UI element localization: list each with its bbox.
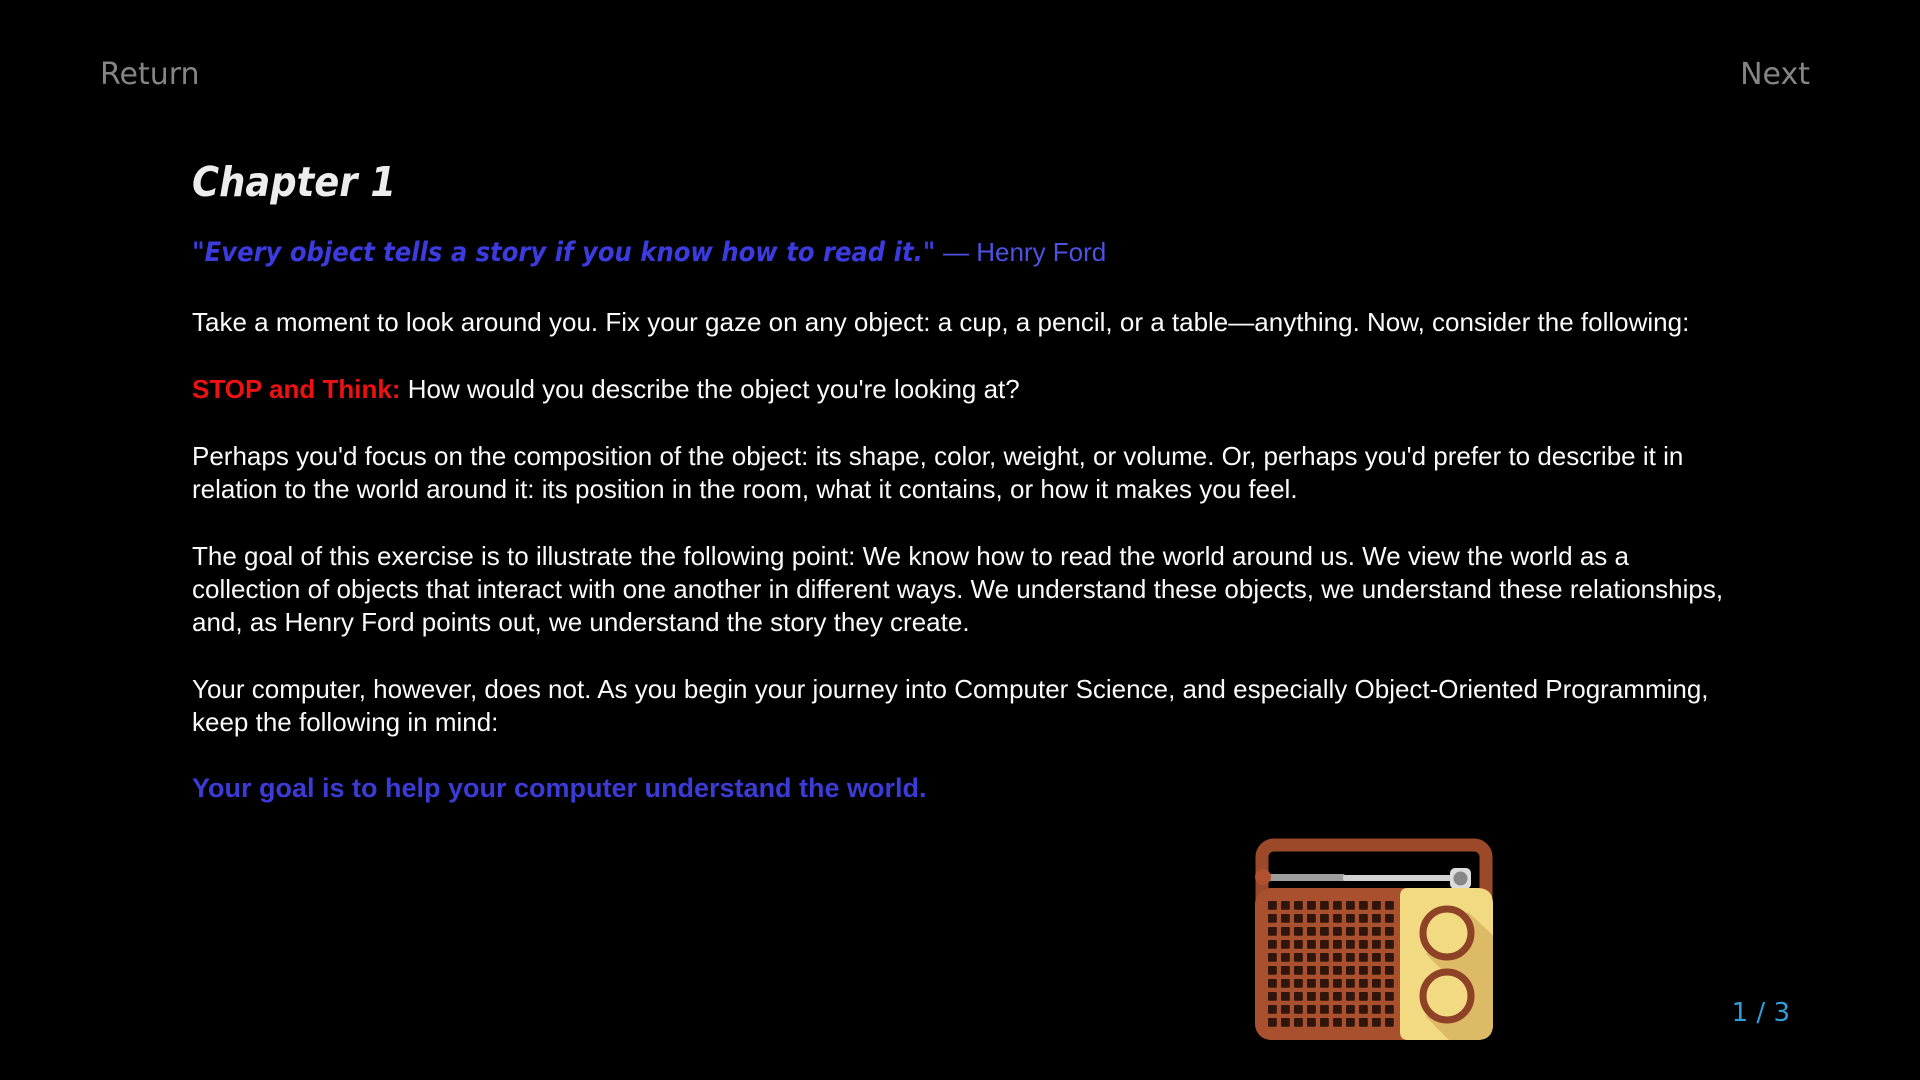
next-button[interactable]: Next — [1740, 57, 1810, 92]
paragraph-computer: Your computer, however, does not. As you begin your journey into Computer Science, and especially Object-Oriented Programming, keep the following in mind: — [192, 673, 1709, 737]
chapter-title: Chapter 1 — [192, 158, 396, 206]
stop-think-question: How would you describe the object you're looking at? — [407, 373, 1020, 404]
paragraph-stop-think — [192, 373, 1740, 406]
paragraph-intro: Take a moment to look around you. Fix your gaze on any object: a cup, a pencil, or a table—anything. Now, consider the following: — [192, 306, 1690, 337]
radio-icon — [1248, 831, 1500, 1043]
return-button[interactable]: Return — [100, 57, 200, 92]
quote-attribution: — Henry Ford — [942, 237, 1107, 267]
chapter-quote — [192, 236, 1740, 270]
paragraph-exercise-goal: The goal of this exercise is to illustrate the following point: We know how to read the world around us. We view the world as a collection of objects that interact with one another in different ways. We understand these objects, we understand these relationships, and, as Henry Ford points out, we understand the story they create. — [192, 540, 1724, 637]
chapter-content — [192, 158, 1740, 804]
paragraph-composition: Perhaps you'd focus on the composition of the object: its shape, color, weight, or volume. Or, perhaps you'd prefer to describe it in relation to the world around it: its position in the room, what it contains, or how it makes you feel. — [192, 440, 1684, 504]
page-indicator: 1 / 3 — [1731, 998, 1790, 1028]
goal-statement: Your goal is to help your computer understand the world. — [192, 772, 927, 803]
stop-think-label: STOP and Think: — [192, 373, 401, 404]
radio-knob-top — [1423, 909, 1471, 957]
radio-antenna-icon — [1255, 868, 1471, 889]
radio-knob-bottom — [1423, 972, 1471, 1020]
quote-text: "Every object tells a story if you know how to read it." — [192, 237, 936, 268]
